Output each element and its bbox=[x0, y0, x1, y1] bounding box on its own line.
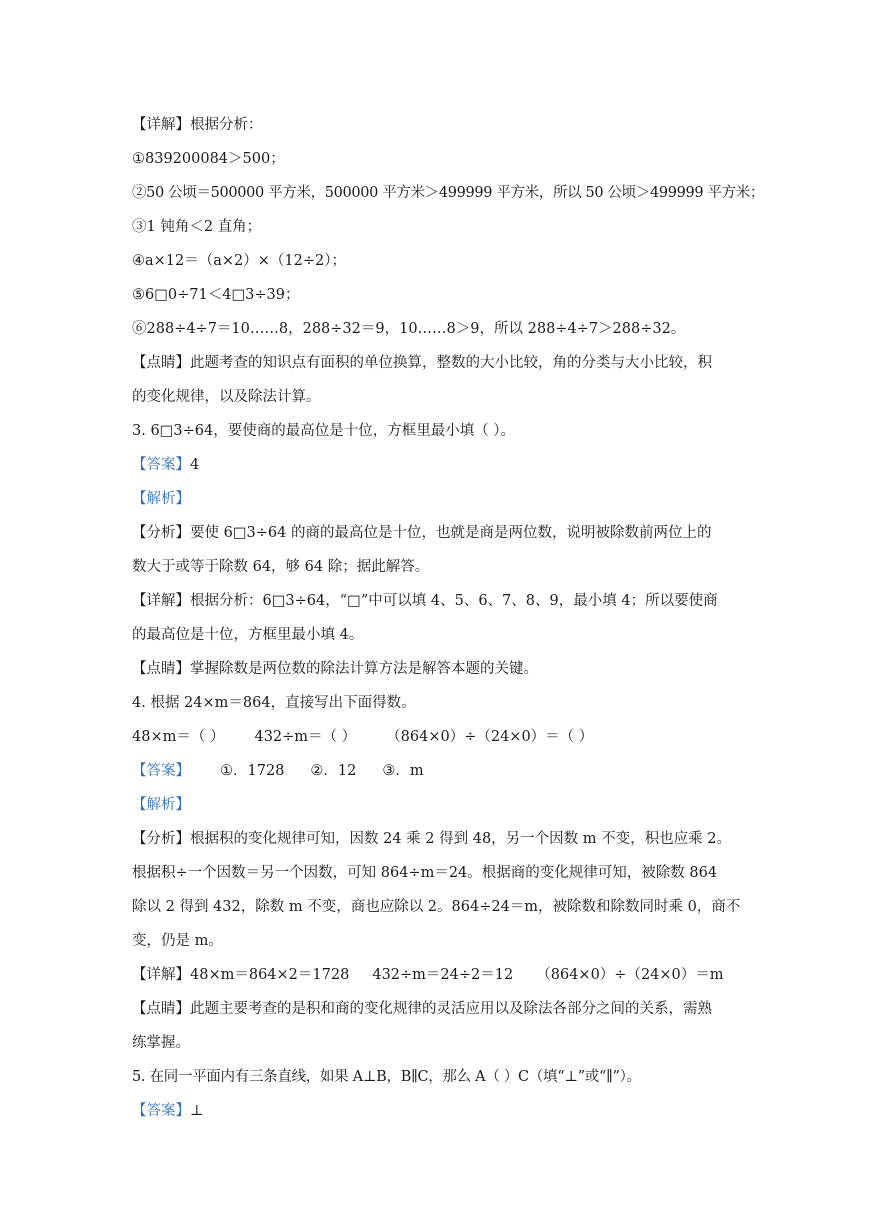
analysis-tag: 【分析】 bbox=[132, 525, 190, 541]
comment-tag: 【点睛】 bbox=[132, 355, 190, 371]
q2-detail-item: ③1 钝角＜2 直角； bbox=[132, 219, 262, 235]
analysis-text: 要使 6□3÷64 的商的最高位是十位，也就是商是两位数，说明被除数前两位上的 bbox=[190, 525, 712, 541]
answer-3: ③．m bbox=[382, 763, 424, 779]
q4-detail bbox=[132, 958, 742, 992]
q3-analysis-label: 【解析】 bbox=[132, 491, 190, 507]
document-page bbox=[132, 108, 765, 1128]
blank-2: 432÷m＝（ ） bbox=[254, 729, 357, 745]
q4-analysis bbox=[132, 822, 742, 856]
q4-analysis-cont: 除以 2 得到 432，除数 m 不变，商也应除以 2。864÷24＝m，被除数和除数同时乘 0，商不 bbox=[132, 899, 741, 915]
analysis-tag: 【分析】 bbox=[132, 831, 190, 847]
q3-answer bbox=[132, 448, 742, 482]
detail-tag: 【详解】 bbox=[132, 967, 190, 983]
q5-question: 5. 在同一平面内有三条直线，如果 A⊥B，B∥C，那么 A（ ）C（填“⊥”或“∥”）。 bbox=[132, 1069, 641, 1085]
comment-text: 此题主要考查的是积和商的变化规律的灵活应用以及除法各部分之间的关系，需熟 bbox=[190, 1001, 712, 1017]
q3-detail bbox=[132, 584, 742, 618]
q4-question: 4. 根据 24×m＝864，直接写出下面得数。 bbox=[132, 695, 416, 711]
comment-tag: 【点睛】 bbox=[132, 661, 190, 677]
answer-tag: 【答案】 bbox=[132, 457, 190, 473]
detail-tag: 【详解】 bbox=[132, 593, 190, 609]
answer-value: ⊥ bbox=[190, 1103, 204, 1119]
q4-comment bbox=[132, 992, 742, 1026]
q4-answer bbox=[132, 754, 742, 788]
analysis-text: 根据积的变化规律可知，因数 24 乘 2 得到 48，另一个因数 m 不变，积也应乘 2。 bbox=[190, 831, 731, 847]
q2-detail-item: ②50 公顷＝500000 平方米，500000 平方米＞499999 平方米，所以 50 公顷＞499999 平方米； bbox=[132, 185, 765, 201]
blank-1: 48×m＝（ ） bbox=[132, 729, 225, 745]
q3-question: 3. 6□3÷64，要使商的最高位是十位，方框里最小填（ ）。 bbox=[132, 423, 516, 439]
detail-text: 48×m＝864×2＝1728 432÷m＝24÷2＝12 （864×0）÷（24×0）＝m bbox=[190, 967, 724, 983]
q2-detail-heading bbox=[132, 108, 742, 142]
q3-analysis-cont: 数大于或等于除数 64，够 64 除；据此解答。 bbox=[132, 559, 430, 575]
q2-detail-item: ④a×12＝（a×2）×（12÷2）； bbox=[132, 253, 346, 269]
q3-detail-cont: 的最高位是十位，方框里最小填 4。 bbox=[132, 627, 364, 643]
answer-tag: 【答案】 bbox=[132, 1103, 190, 1119]
q4-blanks bbox=[132, 720, 742, 754]
q2-comment bbox=[132, 346, 742, 380]
answer-tag: 【答案】 bbox=[132, 763, 190, 779]
detail-tag: 【详解】 bbox=[132, 117, 190, 133]
comment-tag: 【点睛】 bbox=[132, 1001, 190, 1017]
q4-analysis-cont: 根据积÷一个因数＝另一个因数，可知 864÷m＝24。根据商的变化规律可知，被除数 864 bbox=[132, 865, 718, 881]
blank-3: （864×0）÷（24×0）＝（ ） bbox=[386, 729, 594, 745]
comment-text: 掌握除数是两位数的除法计算方法是解答本题的关键。 bbox=[190, 661, 538, 677]
detail-text: 根据分析：6□3÷64，“□”中可以填 4、5、6、7、8、9，最小填 4；所以要使商 bbox=[190, 593, 718, 609]
q4-analysis-label: 【解析】 bbox=[132, 797, 190, 813]
answer-1: ①．1728 bbox=[220, 763, 285, 779]
q3-analysis bbox=[132, 516, 742, 550]
comment-text: 此题考查的知识点有面积的单位换算，整数的大小比较，角的分类与大小比较，积 bbox=[190, 355, 712, 371]
answer-2: ②．12 bbox=[310, 763, 357, 779]
q2-detail-item: ⑥288÷4÷7＝10……8，288÷32＝9，10……8＞9，所以 288÷4÷7＞288÷32。 bbox=[132, 321, 686, 337]
q2-detail-item: ①839200084＞500； bbox=[132, 151, 285, 167]
q4-analysis-cont: 变，仍是 m。 bbox=[132, 933, 223, 949]
q2-comment-cont: 的变化规律，以及除法计算。 bbox=[132, 389, 321, 405]
q5-answer bbox=[132, 1094, 742, 1128]
q4-comment-cont: 练掌握。 bbox=[132, 1035, 190, 1051]
q3-comment bbox=[132, 652, 742, 686]
answer-value: 4 bbox=[190, 457, 200, 473]
detail-intro: 根据分析： bbox=[190, 117, 263, 133]
q2-detail-item: ⑤6□0÷71＜4□3÷39； bbox=[132, 287, 300, 303]
